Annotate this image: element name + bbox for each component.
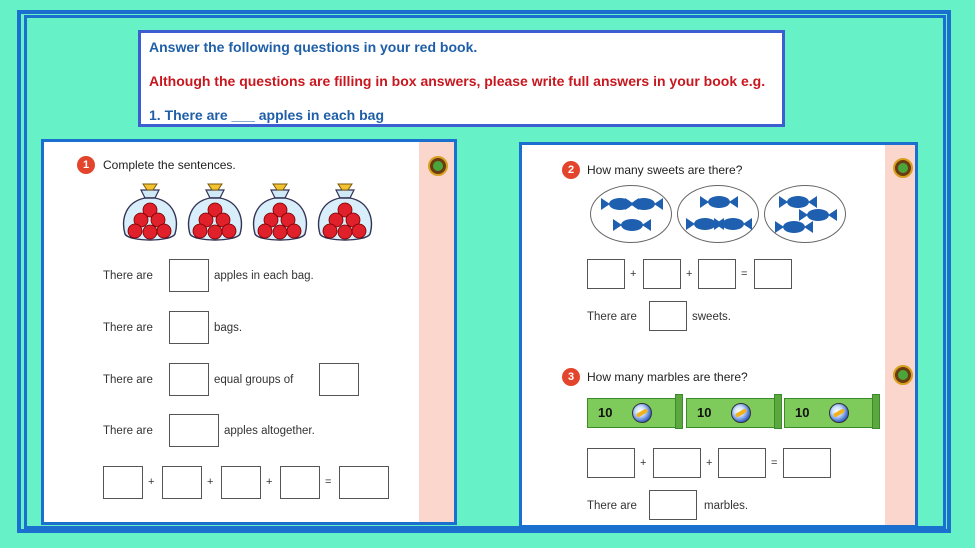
instruction-line-1: Answer the following questions in your red book. — [149, 39, 478, 55]
sentence-1-end: apples in each bag. — [214, 270, 314, 282]
sweet-icon — [700, 195, 738, 209]
answer-box[interactable] — [103, 466, 143, 499]
answer-box[interactable] — [280, 466, 320, 499]
ten-marble-box — [784, 398, 874, 428]
badge-icon — [428, 156, 448, 176]
instruction-example: 1. There are ___ apples in each bag — [149, 107, 384, 123]
answer-box[interactable] — [698, 259, 736, 289]
plate — [677, 185, 759, 243]
marble-icon — [829, 403, 849, 423]
plus-sign: + — [686, 268, 693, 280]
sentence-4-start: There are — [103, 425, 153, 437]
plus-sign: + — [640, 457, 647, 469]
instructions-box — [138, 30, 785, 127]
sweet-icon — [779, 195, 817, 209]
answer-box[interactable] — [587, 259, 625, 289]
box-label: 10 — [795, 405, 810, 420]
plus-sign: + — [266, 476, 273, 488]
sentence-2-end: bags. — [214, 322, 243, 334]
badge-icon — [893, 158, 913, 178]
plate — [590, 185, 672, 243]
answer-box[interactable] — [649, 490, 697, 520]
equals-sign: = — [771, 457, 778, 469]
side-strip — [885, 145, 918, 525]
ten-marble-box — [686, 398, 776, 428]
question-2-3-panel — [519, 142, 918, 528]
sweet-icon — [613, 218, 651, 232]
sweets-sentence-end: sweets. — [692, 311, 731, 323]
box-label: 10 — [697, 405, 712, 420]
equals-sign: = — [325, 476, 332, 488]
answer-box[interactable] — [169, 311, 209, 344]
side-strip — [419, 142, 457, 522]
plus-sign: + — [207, 476, 214, 488]
answer-box[interactable] — [718, 448, 766, 478]
answer-box[interactable] — [221, 466, 261, 499]
answer-box[interactable] — [754, 259, 792, 289]
apple-bag-icon — [314, 180, 376, 244]
marble-icon — [731, 403, 751, 423]
question-2-title: How many sweets are there? — [587, 163, 743, 177]
plus-sign: + — [630, 268, 637, 280]
answer-box[interactable] — [319, 363, 359, 396]
apple-bag-icon — [184, 180, 246, 244]
apple-bag-icon — [119, 180, 181, 244]
answer-box[interactable] — [162, 466, 202, 499]
ten-marble-box — [587, 398, 677, 428]
sentence-2-start: There are — [103, 322, 153, 334]
plus-sign: + — [706, 457, 713, 469]
answer-box[interactable] — [587, 448, 635, 478]
answer-box[interactable] — [169, 414, 219, 447]
question-1-title: Complete the sentences. — [103, 158, 236, 172]
apple-bag-icon — [249, 180, 311, 244]
box-label: 10 — [598, 405, 613, 420]
sentence-3-start: There are — [103, 374, 153, 386]
answer-box[interactable] — [643, 259, 681, 289]
marble-icon — [632, 403, 652, 423]
sweet-icon — [714, 217, 752, 231]
question-number-3: 3 — [562, 368, 580, 386]
answer-box[interactable] — [339, 466, 389, 499]
answer-box[interactable] — [783, 448, 831, 478]
answer-box[interactable] — [653, 448, 701, 478]
sweet-icon — [775, 220, 813, 234]
question-1-panel — [41, 139, 457, 525]
question-number-2: 2 — [562, 161, 580, 179]
badge-icon — [893, 365, 913, 385]
equals-sign: = — [741, 268, 748, 280]
sweets-sentence-start: There are — [587, 311, 637, 323]
sentence-3-end: equal groups of — [214, 374, 294, 386]
marbles-sentence-end: marbles. — [704, 500, 749, 512]
sentence-4-end: apples altogether. — [224, 425, 315, 437]
answer-box[interactable] — [169, 259, 209, 292]
question-3-title: How many marbles are there? — [587, 370, 748, 384]
instruction-line-2: Although the questions are filling in box answers, please write full answers in your book e.g. — [149, 73, 766, 89]
sweet-icon — [625, 197, 663, 211]
answer-box[interactable] — [169, 363, 209, 396]
plate — [764, 185, 846, 243]
marbles-sentence-start: There are — [587, 500, 637, 512]
plus-sign: + — [148, 476, 155, 488]
question-number-1: 1 — [77, 156, 95, 174]
answer-box[interactable] — [649, 301, 687, 331]
sentence-1-start: There are — [103, 270, 153, 282]
